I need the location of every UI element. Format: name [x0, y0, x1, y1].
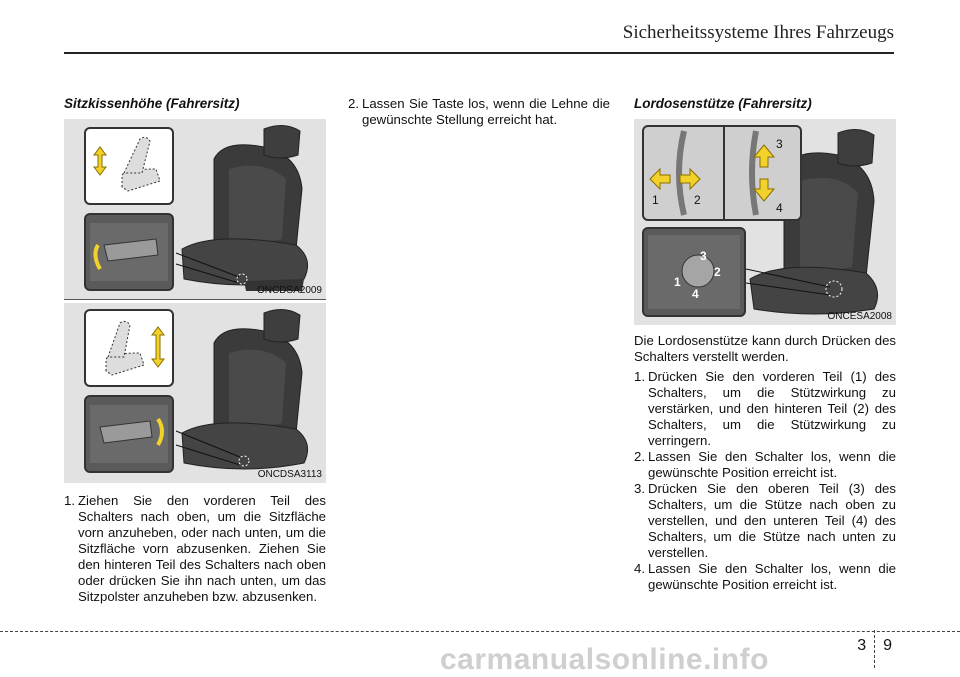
figure-separator: [64, 299, 326, 300]
fig-num-1a: 1: [652, 193, 659, 207]
middle-column: [348, 96, 610, 128]
fig-num-2a: 2: [694, 193, 701, 207]
inset-lumbar-arrows: [642, 125, 802, 221]
right-column: [634, 96, 896, 112]
watermark: carmanualsonline.info: [440, 643, 769, 676]
header-title: Sicherheitssysteme Ihres Fahrzeugs: [622, 22, 894, 43]
chapter-number: 3: [857, 637, 867, 654]
inset-lumbar-switch: [642, 227, 746, 317]
right-step-1: 1. Drücken Sie den vorderen Teil (1) des Schalters, um die Stützwirkung zu verstärken, und den hinteren Teil (2) des Schalters, um die Stützwirkung zu verringern.: [634, 369, 896, 448]
header-rule: [64, 52, 894, 54]
figure2-code: ONCDSA3113: [257, 469, 322, 480]
left-steps: [64, 493, 326, 605]
left-column: [64, 96, 326, 112]
fig-num-3a: 3: [776, 137, 783, 151]
inset-seat-outline-2: [84, 309, 174, 387]
right-step-2: 2. Lassen Sie den Schalter los, wenn die gewünschte Position erreicht ist.: [634, 449, 896, 480]
inset-seat-outline-1: [84, 127, 174, 205]
right-text: [634, 333, 896, 593]
fig-num-1b: 1: [674, 275, 681, 289]
page-number: [857, 631, 892, 661]
figure-lumbar-support: [634, 119, 896, 325]
middle-step-2: 2. Lassen Sie Taste los, wenn die Lehne die gewünschte Stellung erreicht hat.: [348, 96, 610, 127]
footer-rule: [0, 631, 960, 632]
right-step-4: 4. Lassen Sie den Schalter los, wenn die gewünschte Position erreicht ist.: [634, 561, 896, 592]
inset-switch-1: [84, 213, 174, 291]
left-heading: Sitzkissenhöhe (Fahrersitz): [64, 96, 240, 111]
fig-num-4a: 4: [776, 201, 783, 215]
inset-switch-2: [84, 395, 174, 473]
left-step-1: 1. Ziehen Sie den vorderen Teil des Schalters nach oben, um die Sitzfläche vorn anzuheben, oder nach unten, um die Sitzfläche vorn abzusenken. Ziehen Sie den hinteren Teil des Schalters nach oben oder drücken Sie ihn nach unten, um das Sitzpolster anzuheben bzw. abzusenken.: [64, 493, 326, 604]
figure-seat-height-rear: [64, 303, 326, 483]
right-step-3: 3. Drücken Sie den oberen Teil (3) des Schalters, um die Stütze nach oben zu verstellen, und den unteren Teil (4) des Schalters, um die Stütze nach unten zu verstellen.: [634, 481, 896, 560]
fig-num-4b: 4: [692, 287, 699, 301]
figure1-code: ONCDSA2009: [256, 285, 322, 296]
right-heading: Lordosenstütze (Fahrersitz): [634, 96, 812, 111]
right-intro: Die Lordosenstütze kann durch Drücken des Schalters verstellt werden.: [634, 333, 896, 364]
fig-num-3b: 3: [700, 249, 707, 263]
figure3-code: ONCESA2008: [827, 311, 892, 322]
figure-seat-height-front: [64, 119, 326, 299]
page-number-value: 9: [883, 637, 892, 654]
fig-num-2b: 2: [714, 265, 721, 279]
